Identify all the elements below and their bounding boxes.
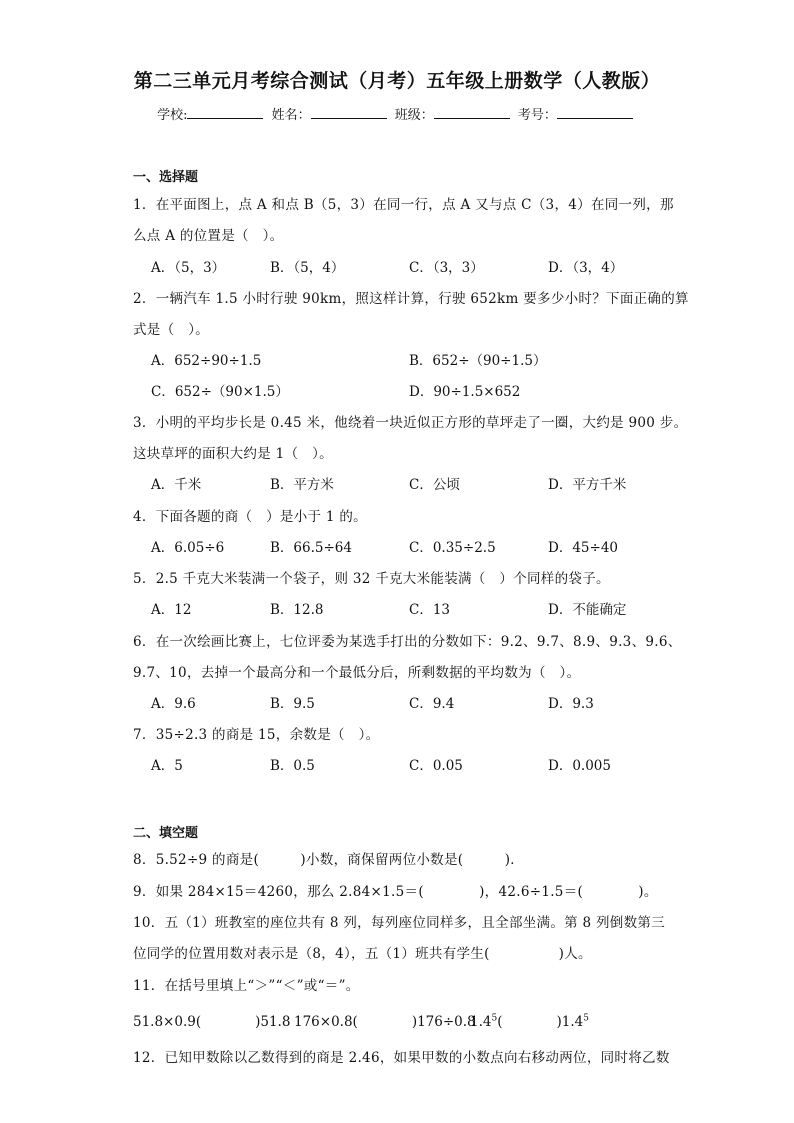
q11-num-right: 1.4 [561, 1014, 584, 1030]
q7-line1: 7．35÷2.3 的商是 15，余数是（ ）。 [133, 727, 380, 743]
q5-option-d: D．不能确定 [548, 602, 627, 618]
q10-line1: 10．五（1）班教室的座位共有 8 列，每列座位同样多，且全部坐满。第 8 列倒数第三 [133, 915, 666, 931]
page-title: 第二三单元月考综合测试（月考）五年级上册数学（人教版） [133, 70, 661, 92]
q6-option-c: C．9.4 [409, 696, 455, 712]
q3-option-a: A．千米 [151, 477, 202, 493]
section-choice-heading: 一、选择题 [133, 170, 199, 185]
q5-line1: 5．2.5 千克大米装满一个袋子，则 32 千克大米能装满（ ）个同样的袋子。 [133, 571, 610, 587]
q11-num-left: 1.4 [470, 1014, 492, 1030]
q3-line2: 这块草坪的面积大约是 1（ ）。 [133, 446, 333, 462]
exam-number-blank[interactable] [557, 106, 633, 119]
q11-frac-right: 5 [583, 1013, 589, 1024]
exam-number-label: 考号： [517, 108, 557, 123]
q9-line: 9．如果 284×15＝4260，那么 2.84×1.5＝( )，42.6÷1.5＝( )。 [133, 884, 658, 900]
q7-option-c: C．0.05 [409, 758, 463, 774]
q1-option-b: B．（5，4） [270, 260, 345, 276]
school-label: 学校: [157, 108, 188, 123]
q2-option-c: C．652÷（90×1.5） [151, 384, 289, 400]
q1-line1: 1．在平面图上，点 A 和点 B（5，3）在同一行，点 A 又与点 C（3，4）在同一列，那 [133, 197, 674, 213]
q11-compare-3 [470, 1010, 589, 1030]
q11-blank-3: ( ) [497, 1014, 562, 1030]
class-blank[interactable] [434, 106, 510, 119]
q6-line1: 6．在一次绘画比赛上，七位评委为某选手打出的分数如下：9.2、9.7、8.9、9.3、9.6、 [133, 634, 682, 650]
name-blank[interactable] [311, 106, 387, 119]
q1-option-d: D．（3，4） [548, 260, 624, 276]
q12-line1: 12．已知甲数除以乙数得到的商是 2.46，如果甲数的小数点向右移动两位，同时将乙数 [133, 1050, 670, 1066]
q6-option-d: D．9.3 [548, 696, 594, 712]
q6-line2: 9.7、10，去掉一个最高分和一个最低分后，所剩数据的平均数为（ ）。 [133, 665, 581, 681]
q4-option-b: B．66.5÷64 [270, 540, 352, 556]
q6-option-b: B．9.5 [270, 696, 315, 712]
q2-option-a: A．652÷90÷1.5 [151, 353, 262, 369]
q5-option-c: C．13 [409, 602, 451, 618]
q3-option-b: B．平方米 [270, 477, 334, 493]
q5-option-a: A．12 [151, 602, 192, 618]
q2-option-d: D．90÷1.5×652 [409, 384, 521, 400]
q11-compare-1: 51.8×0.9( )51.8 [133, 1014, 291, 1030]
q2-line2: 式是（ ）。 [133, 322, 210, 338]
q4-option-d: D．45÷40 [548, 540, 618, 556]
q11-frac-left: 5 [491, 1013, 498, 1024]
name-label: 姓名： [271, 108, 311, 123]
q3-option-c: C．公顷 [409, 477, 460, 493]
q5-option-b: B．12.8 [270, 602, 324, 618]
q4-option-c: C．0.35÷2.5 [409, 540, 496, 556]
q7-option-d: D．0.005 [548, 758, 611, 774]
q11-compare-2: 176×0.8( )176÷0.8 [294, 1014, 476, 1030]
q7-option-b: B．0.5 [270, 758, 315, 774]
q4-option-a: A．6.05÷6 [151, 540, 225, 556]
q2-option-b: B．652÷（90÷1.5） [409, 353, 547, 369]
q3-line1: 3．小明的平均步长是 0.45 米，他绕着一块近似正方形的草坪走了一圈，大约是 900 步。 [133, 415, 688, 431]
class-label: 班级： [394, 108, 434, 123]
school-blank[interactable] [187, 106, 263, 119]
q6-option-a: A．9.6 [151, 696, 196, 712]
q1-option-a: A．（5，3） [151, 260, 226, 276]
q8-line: 8．5.52÷9 的商是( )小数，商保留两位小数是( )． [133, 852, 525, 868]
q11-line1: 11．在括号里填上“＞”“＜”或“＝”。 [133, 978, 360, 994]
section-fill-heading: 二、填空题 [133, 826, 199, 841]
student-info-row [0, 104, 794, 123]
q3-option-d: D．平方千米 [548, 477, 627, 493]
q10-line2: 位同学的位置用数对表示是（8，4），五（1）班共有学生( )人。 [133, 946, 592, 962]
q1-line2: 么点 A 的位置是（ ）。 [133, 228, 284, 244]
q4-line1: 4．下面各题的商（ ）是小于 1 的。 [133, 509, 367, 525]
q1-option-c: C．（3，3） [409, 260, 484, 276]
q2-line1: 2．一辆汽车 1.5 小时行驶 90km，照这样计算，行驶 652km 要多少小时？下面正确的算 [133, 291, 689, 307]
q7-option-a: A．5 [151, 758, 183, 774]
